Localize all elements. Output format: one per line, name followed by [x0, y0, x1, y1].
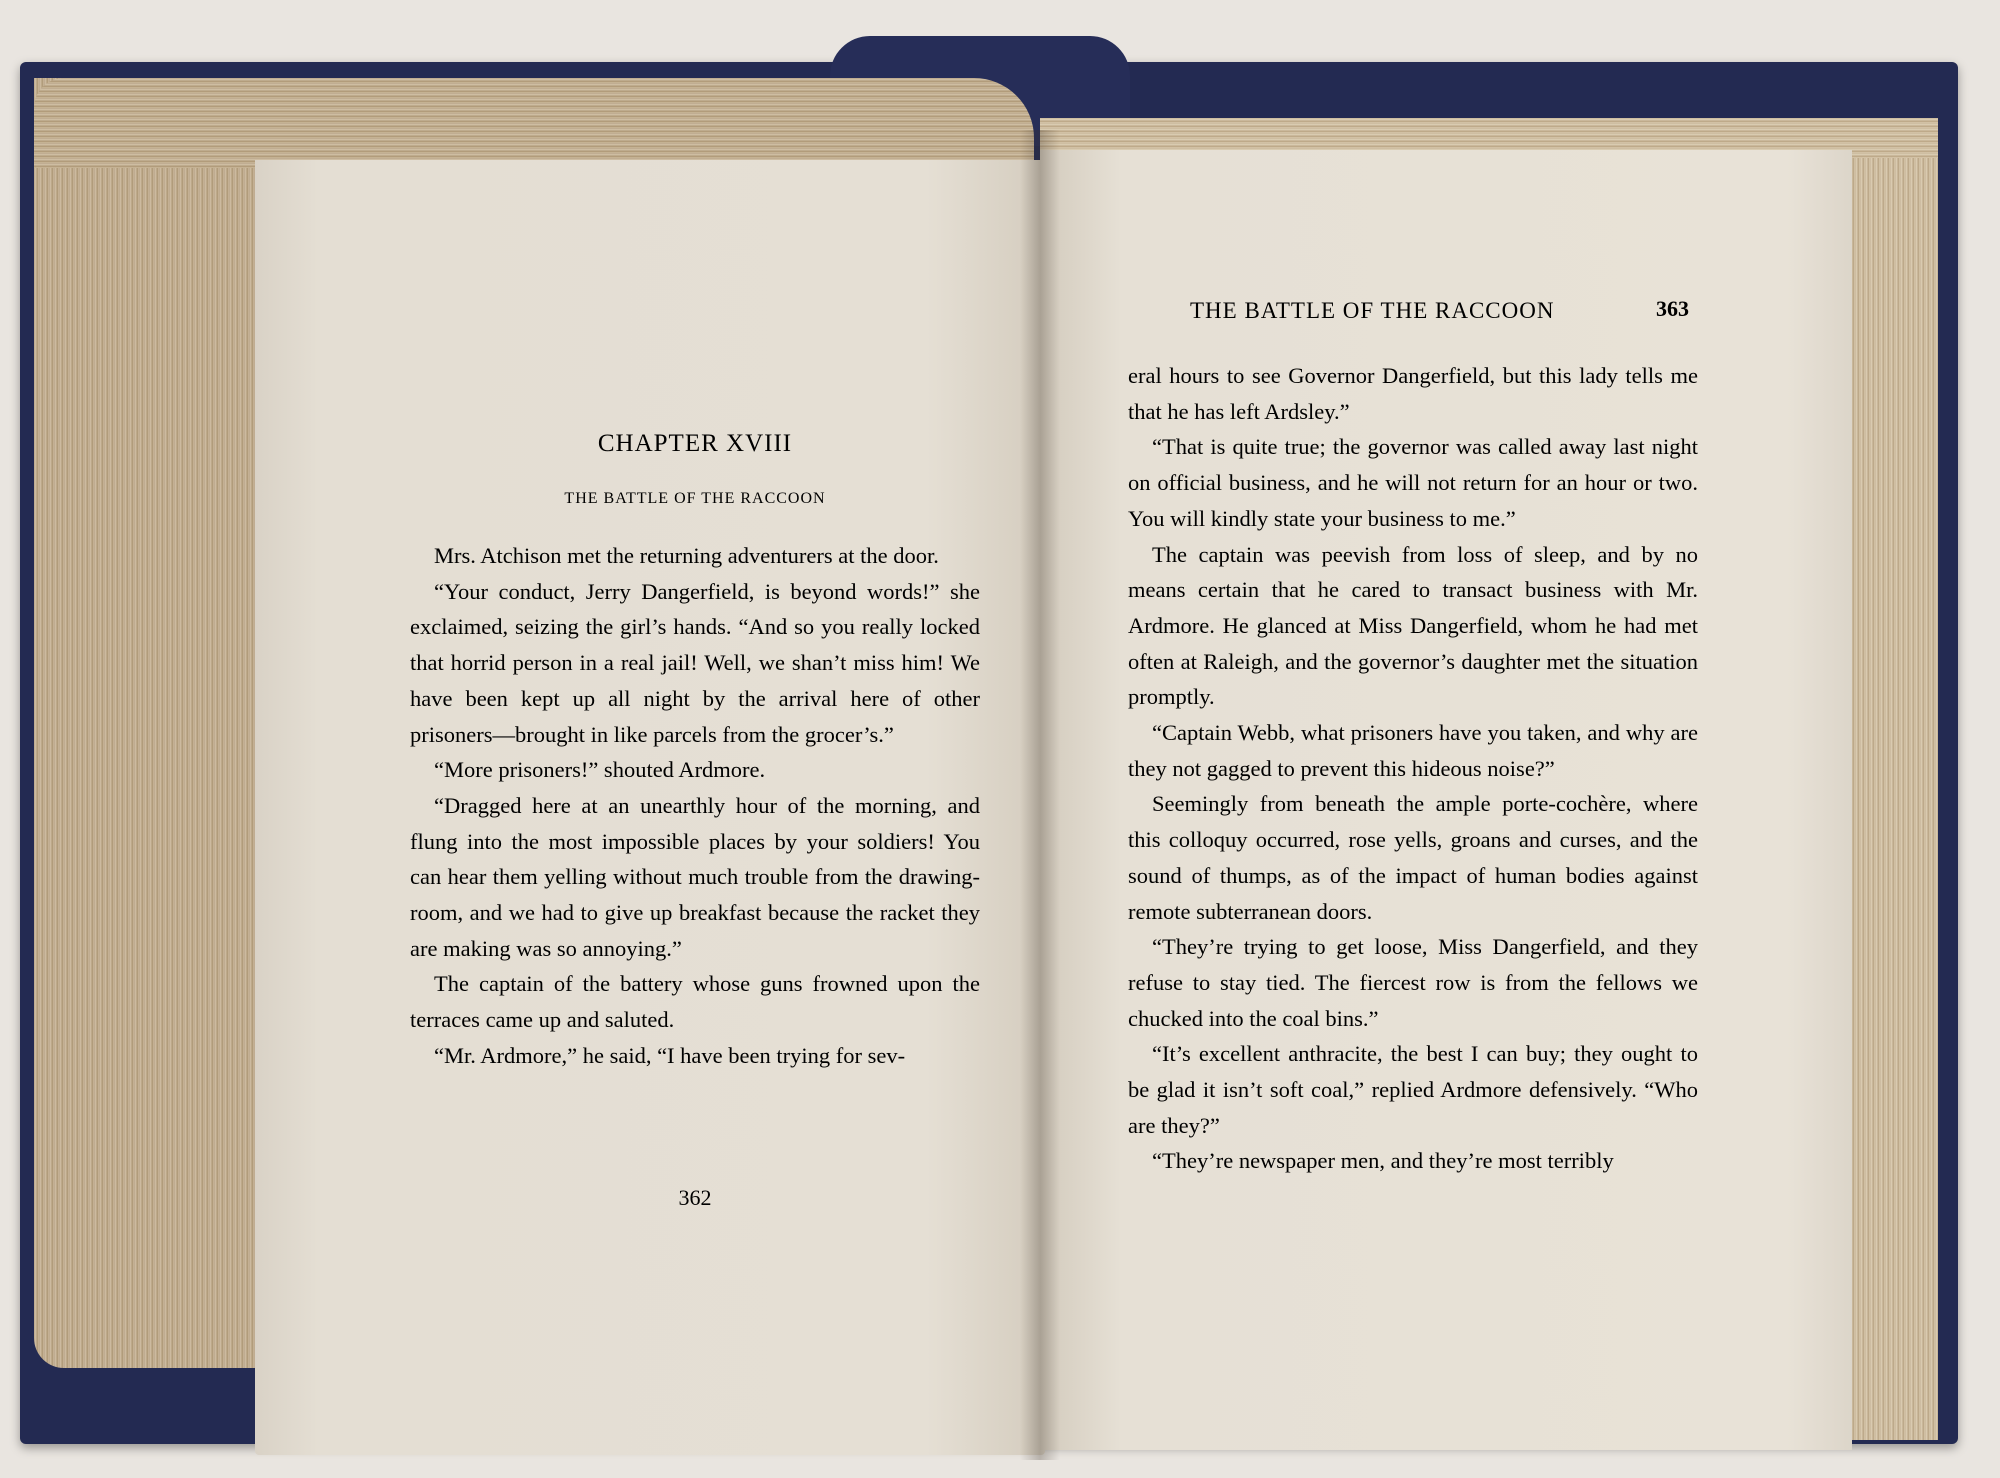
left-page-text	[410, 538, 980, 1074]
right-page-number: 363	[1656, 296, 1689, 321]
chapter-title: CHAPTER XVIII	[597, 430, 793, 457]
paragraph: “They’re trying to get loose, Miss Dangerfield, and they refuse to stay tied. The fiercest row is from the fellows we chucked into the coal bins.”	[1128, 934, 1698, 1031]
paragraph: “Dragged here at an unearthly hour of the morning, and flung into the most impossible places by your soldiers! You can hear them yelling without much trouble from the drawing-room, and we had to give up breakfast because the racket they are making was so annoying.”	[410, 792, 980, 961]
paragraph: The captain of the battery whose guns frowned upon the terraces came up and saluted.	[410, 971, 980, 1033]
paragraph: “More prisoners!” shouted Ardmore.	[434, 757, 766, 783]
left-page-edges	[34, 78, 264, 1368]
paragraph: eral hours to see Governor Dangerfield, but this lady tells me that he has left Ardsley.”	[1128, 363, 1698, 424]
right-page-edges	[1850, 120, 1938, 1440]
paragraph: Seemingly from beneath the ample porte-cochère, where this colloquy occurred, rose yells, groans and curses, and the sound of thumps, as of the impact of human bodies against remote subterranean doors.	[1128, 791, 1698, 924]
paragraph: “Mr. Ardmore,” he said, “I have been trying for sev-	[434, 1042, 906, 1068]
book-gutter	[1020, 130, 1060, 1460]
left-page-number: 362	[678, 1185, 712, 1210]
paragraph: “That is quite true; the governor was called away last night on official business, and he will not return for an hour or two. You will kindly state your business to me.”	[1128, 434, 1698, 531]
running-head: THE BATTLE OF THE RACCOON	[1190, 298, 1555, 323]
paragraph: “It’s excellent anthracite, the best I can buy; they ought to be glad it isn’t soft coal,” replied Ardmore defensively. “Who are they?”	[1128, 1041, 1698, 1138]
paragraph: “Your conduct, Jerry Dangerfield, is beyond words!” she exclaimed, seizing the girl’s hands. “And so you really locked that horrid person in a real jail! Well, we shan’t miss him! We have been kept up all night by the arrival here of other prisoners—brought in like parcels from the grocer’s.”	[410, 578, 980, 747]
chapter-subtitle: THE BATTLE OF THE RACCOON	[564, 490, 826, 507]
left-top-page-edges	[34, 78, 1034, 168]
paragraph: Mrs. Atchison met the returning adventurers at the door.	[434, 543, 939, 568]
paragraph: “They’re newspaper men, and they’re most terribly	[1152, 1148, 1614, 1174]
paragraph: The captain was peevish from loss of sleep, and by no means certain that he cared to transact business with Mr. Ardmore. He glanced at Miss Dangerfield, whom he had met often at Raleigh, and the governor’s daughter met the situation promptly.	[1128, 541, 1698, 710]
paragraph: “Captain Webb, what prisoners have you taken, and why are they not gagged to prevent this hideous noise?”	[1128, 720, 1698, 781]
right-page-text	[1128, 358, 1698, 1179]
